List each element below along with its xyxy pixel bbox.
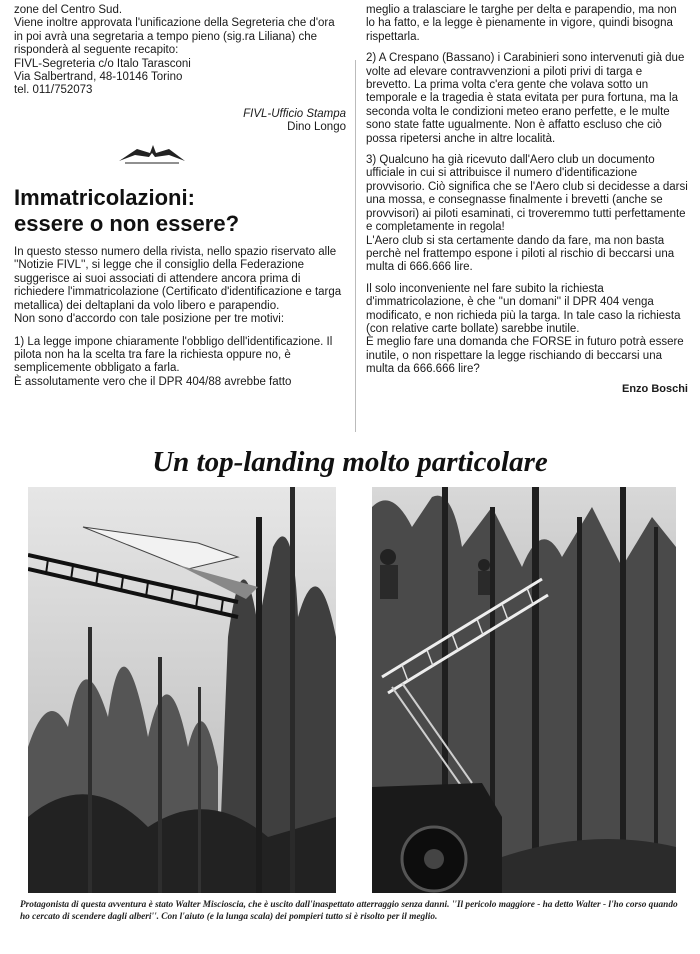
right-column <box>366 4 688 396</box>
article-paragraph: È assolutamente vero che il DPR 404/88 avrebbe fatto <box>14 375 292 388</box>
intro-line: zone del Centro Sud. <box>14 4 123 16</box>
article-paragraph: Il solo inconveniente nel fare subito la richiesta d'immatricolazione, è che ''un domani'' il DPR 404 venga modificato, e non richieda più la targa. In tale caso la richiesta (con relative carte bollate) sarebbe inutile. <box>366 282 681 335</box>
article-paragraph: 2) A Crespano (Bassano) i Carabinieri sono intervenuti già due volte ad elevare contravvenzioni a piloti privi di targa e brevetto. La prima volta c'era gente che volava sotto un temporale e la tragedia è stata evitata per pura fortuna, ma la seconda volta le condizioni meteo erano perfette, e le multe sono state fatte ugualmente. Non è affatto escluso che ciò possa ripetersi anche in altre località. <box>366 52 685 145</box>
article-paragraph: È meglio fare una domanda che FORSE in futuro potrà essere inutile, o non rispettare la legge rischiando di beccarsi una multa da 666.666 lire? <box>366 336 684 376</box>
article-paragraph: 3) Qualcuno ha già ricevuto dall'Aero club un documento ufficiale in cui si attribuisce il numero d'identificazione provvisorio. Ciò significa che se l'Aero club si decidesse a darsi una mossa, e consegnasse finalmente i brevetti (anche se provvisori) ai piloti esaminati, ci troveremmo tutti perfettamente e completamente in regola! <box>366 154 688 234</box>
column-divider <box>355 60 356 432</box>
headline-line-2: essere o non essere? <box>14 211 240 237</box>
photo-left-image <box>28 487 336 893</box>
article-paragraph: meglio a tralasciare le targhe per delta e parapendio, ma non lo ha fatto, e la legge è pienamente in vigore, quindi bisogna rispettarla. <box>366 4 677 43</box>
headline-line-1: Immatricolazioni: <box>14 185 195 211</box>
photo-fire-ladder <box>372 487 676 893</box>
article-paragraph: L'Aero club si sta certamente dando da fare, ma non basta perchè nel frattempo espone i piloti al rischio di beccarsi una multa di 666.666 lire. <box>366 234 675 274</box>
signature-office: FIVL-Ufficio Stampa <box>243 107 346 120</box>
article-paragraph: 1) La legge impone chiaramente l'obbligo dell'identificazione. Il pilota non ha la scelta tra fare la richiesta oppure no, è semplicemente obbligato a farla. <box>14 335 333 375</box>
feature-title: Un top-landing molto particolare <box>152 446 548 478</box>
photo-caption: Protagonista di questa avventura è stato Walter Miscioscia, che è uscito dall'inaspettato atterraggio senza danni. ''Il pericolo maggiore - ha detto Walter - l'ho corso quando ho cercato di scendere dagli alberi''. Con l'aiuto (e la lunga scala) dei pompieri tutto si è risolto per il meglio. <box>20 900 678 922</box>
article-author: Enzo Boschi <box>621 382 688 395</box>
article-headline <box>14 185 346 237</box>
phone-line: tel. 011/752073 <box>14 84 93 97</box>
signature-name: Dino Longo <box>287 121 346 134</box>
article-paragraph: In questo stesso numero della rivista, nello spazio riservato alle ''Notizie FIVL'', si legge che il consiglio della Federazione suggerisce ai suoi associati di attendere ancora prima di richiedere l'immatricolazione (Certificato d'identificazione e targa metallica) dei deltaplani da volo libero e parapendio. <box>14 246 342 312</box>
intro-paragraph: Viene inoltre approvata l'unificazione della Segreteria che d'ora in poi avrà una segretaria a tempo pieno (sig.ra Liliana) che risponderà al seguente recapito: <box>14 17 335 57</box>
article-paragraph: Non sono d'accordo con tale posizione per tre motivi: <box>14 313 285 326</box>
left-column <box>14 4 346 389</box>
photo-glider-in-tree <box>28 487 336 893</box>
glider-logo-icon <box>117 141 187 165</box>
address-line: Via Salbertrand, 48-10146 Torino <box>14 71 183 84</box>
photo-right-image <box>372 487 676 893</box>
address-line: FIVL-Segreteria c/o Italo Tarasconi <box>14 57 191 70</box>
